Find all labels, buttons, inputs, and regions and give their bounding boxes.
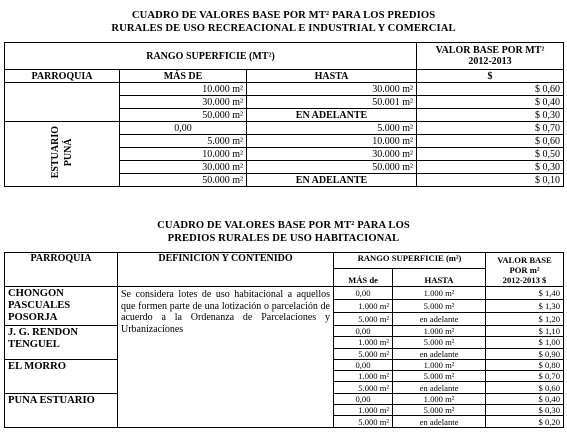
- t2-hasta-cell: 5.000 m²: [393, 371, 486, 382]
- t2-header-rango: RANGO SUPERFICIE (m²): [334, 253, 486, 269]
- t2-mas-de-cell: 1.000 m²: [334, 337, 393, 348]
- t2-valor-cell: $ 0,70: [486, 371, 564, 382]
- t2-hasta-cell: 1.000 m²: [393, 326, 486, 337]
- t1-hasta-cell: 30.000 m²: [247, 83, 417, 96]
- t1-header-valor-line2: 2012-2013: [468, 56, 512, 67]
- t1-valor-cell: $ 0,30: [417, 161, 564, 174]
- t2-hasta-cell: 1.000 m²: [393, 393, 486, 404]
- t2-parroquia-name: CHONGON: [8, 288, 64, 299]
- table2-title-line1: CUADRO DE VALORES BASE POR MT² PARA LOS: [157, 220, 410, 231]
- t1-valor-cell: $ 0,40: [417, 96, 564, 109]
- t1-row: [5, 83, 564, 96]
- t2-mas-de-cell: 0,00: [334, 359, 393, 370]
- t1-parroquia-empty: [5, 83, 120, 122]
- t1-mas-de-cell: 50.000 m²: [120, 174, 247, 187]
- t1-header-rango: RANGO SUPERFICIE (MT²): [5, 43, 417, 70]
- t1-mas-de-cell: 30.000 m²: [120, 96, 247, 109]
- t1-valor-cell: $ 0,10: [417, 174, 564, 187]
- t2-header-mas-de: MÁS de: [334, 269, 393, 287]
- t2-valor-cell: $ 1,00: [486, 337, 564, 348]
- t2-valor-cell: $ 0,30: [486, 405, 564, 416]
- t2-valor-cell: $ 0,20: [486, 416, 564, 427]
- t2-header-hasta: HASTA: [393, 269, 486, 287]
- t1-header-parroquia: PARROQUIA: [5, 70, 120, 83]
- t1-hasta-cell: EN ADELANTE: [247, 174, 417, 187]
- t1-hasta-cell: 50.001 m²: [247, 96, 417, 109]
- t2-parroquia-cell: [5, 359, 118, 393]
- table2-title-line2: PREDIOS RURALES DE USO HABITACIONAL: [167, 233, 400, 244]
- t1-valor-cell: $ 0,60: [417, 135, 564, 148]
- t2-hasta-cell: 1.000 m²: [393, 287, 486, 300]
- t2-header-parroquia: PARROQUIA: [5, 253, 118, 287]
- t2-parroquia-name: EL MORRO: [8, 360, 66, 372]
- t1-hasta-cell: 50.000 m²: [247, 161, 417, 174]
- t2-valor-cell: $ 0,90: [486, 348, 564, 359]
- t1-mas-de-cell: 50.000 m²: [120, 109, 247, 122]
- t2-hasta-cell: en adelante: [393, 382, 486, 393]
- t1-header-currency: $: [417, 70, 564, 83]
- t2-hasta-cell: 5.000 m²: [393, 337, 486, 348]
- t1-header-valor: [417, 43, 564, 70]
- t2-valor-cell: $ 0,80: [486, 359, 564, 370]
- t1-group1: [5, 83, 564, 122]
- t2-mas-de-cell: 5.000 m²: [334, 313, 393, 326]
- t2-valor-cell: $ 0,40: [486, 393, 564, 404]
- t2-valor-cell: $ 1,30: [486, 300, 564, 313]
- t2-valor-cell: $ 1,10: [486, 326, 564, 337]
- t2-mas-de-cell: 0,00: [334, 326, 393, 337]
- t2-parroquia-name: PASCUALES: [8, 300, 71, 311]
- t2-hasta-cell: 5.000 m²: [393, 300, 486, 313]
- t2-hasta-cell: 1.000 m²: [393, 359, 486, 370]
- t1-valor-cell: $ 0,50: [417, 148, 564, 161]
- t2-valor-cell: $ 1,40: [486, 287, 564, 300]
- t1-mas-de-cell: 5.000 m²: [120, 135, 247, 148]
- t2-header-valor-line1: VALOR BASE: [497, 254, 552, 265]
- t2-header-valor-line2: POR m²: [509, 264, 540, 275]
- t2-header-valor: [486, 253, 564, 287]
- t2-mas-de-cell: 5.000 m²: [334, 382, 393, 393]
- t1-hasta-cell: 10.000 m²: [247, 135, 417, 148]
- t2-parroquia-cell: [5, 393, 118, 427]
- t2-body: [5, 287, 564, 428]
- t2-mas-de-cell: 5.000 m²: [334, 416, 393, 427]
- t2-hasta-cell: 5.000 m²: [393, 405, 486, 416]
- t1-row: [5, 122, 564, 135]
- t1-mas-de-cell: 10.000 m²: [120, 83, 247, 96]
- t1-header-hasta: HASTA: [247, 70, 417, 83]
- t2-parroquia-name: POSORJA: [8, 312, 58, 323]
- t1-valor-cell: $ 0,70: [417, 122, 564, 135]
- t2-mas-de-cell: 0,00: [334, 287, 393, 300]
- t1-parroquia-puna-estuario: [5, 122, 120, 187]
- t2-parroquia-name: J. G. RENDON: [8, 327, 79, 338]
- t1-parroquia-line2: ESTUARIO: [50, 126, 61, 179]
- t2-mas-de-cell: 1.000 m²: [334, 371, 393, 382]
- t1-hasta-cell: EN ADELANTE: [247, 109, 417, 122]
- t1-mas-de-cell: 0,00: [120, 122, 247, 135]
- table1: [4, 42, 564, 187]
- t2-hasta-cell: en adelante: [393, 416, 486, 427]
- t2-mas-de-cell: 1.000 m²: [334, 300, 393, 313]
- t1-header-mas-de: MÁS DE: [120, 70, 247, 83]
- table2-title: [0, 219, 567, 245]
- t1-hasta-cell: 30.000 m²: [247, 148, 417, 161]
- t2-mas-de-cell: 5.000 m²: [334, 348, 393, 359]
- t2-parroquia-cell: [5, 287, 118, 326]
- t2-definicion-text: Se considera lotes de uso habitacional a aquellos que formen parte de una lotización o parcelación de acuerdo a la Ordenanza de Parcelaciones y Urbanizaciones: [118, 287, 334, 428]
- table2: [4, 252, 564, 428]
- t1-group2: [5, 122, 564, 187]
- t1-mas-de-cell: 10.000 m²: [120, 148, 247, 161]
- t2-valor-cell: $ 0,60: [486, 382, 564, 393]
- t2-hasta-cell: en adelante: [393, 348, 486, 359]
- t1-header-valor-line1: VALOR BASE POR MT²: [435, 45, 545, 56]
- t1-mas-de-cell: 30.000 m²: [120, 161, 247, 174]
- table1-title-line2: RURALES DE USO RECREACIONAL E INDUSTRIAL Y COMERCIAL: [111, 23, 456, 34]
- t1-hasta-cell: 5.000 m²: [247, 122, 417, 135]
- t2-parroquia-name: TENGUEL: [8, 339, 60, 350]
- t2-valor-cell: $ 1,20: [486, 313, 564, 326]
- t1-valor-cell: $ 0,30: [417, 109, 564, 122]
- t2-parroquia-cell: [5, 326, 118, 360]
- t2-parroquia-name: PUNA ESTUARIO: [8, 394, 95, 406]
- t2-row: [5, 287, 564, 300]
- t2-mas-de-cell: 1.000 m²: [334, 405, 393, 416]
- t2-header-definicion: DEFINICION Y CONTENIDO: [118, 253, 334, 287]
- table1-title-line1: CUADRO DE VALORES BASE POR MT² PARA LOS PREDIOS: [131, 10, 436, 21]
- t2-hasta-cell: en adelante: [393, 313, 486, 326]
- t1-valor-cell: $ 0,60: [417, 83, 564, 96]
- t2-mas-de-cell: 0,00: [334, 393, 393, 404]
- table1-title: [0, 9, 567, 35]
- t1-parroquia-line1: PUNÁ: [63, 138, 74, 167]
- t2-header-valor-line3: 2012-2013 $: [502, 274, 547, 285]
